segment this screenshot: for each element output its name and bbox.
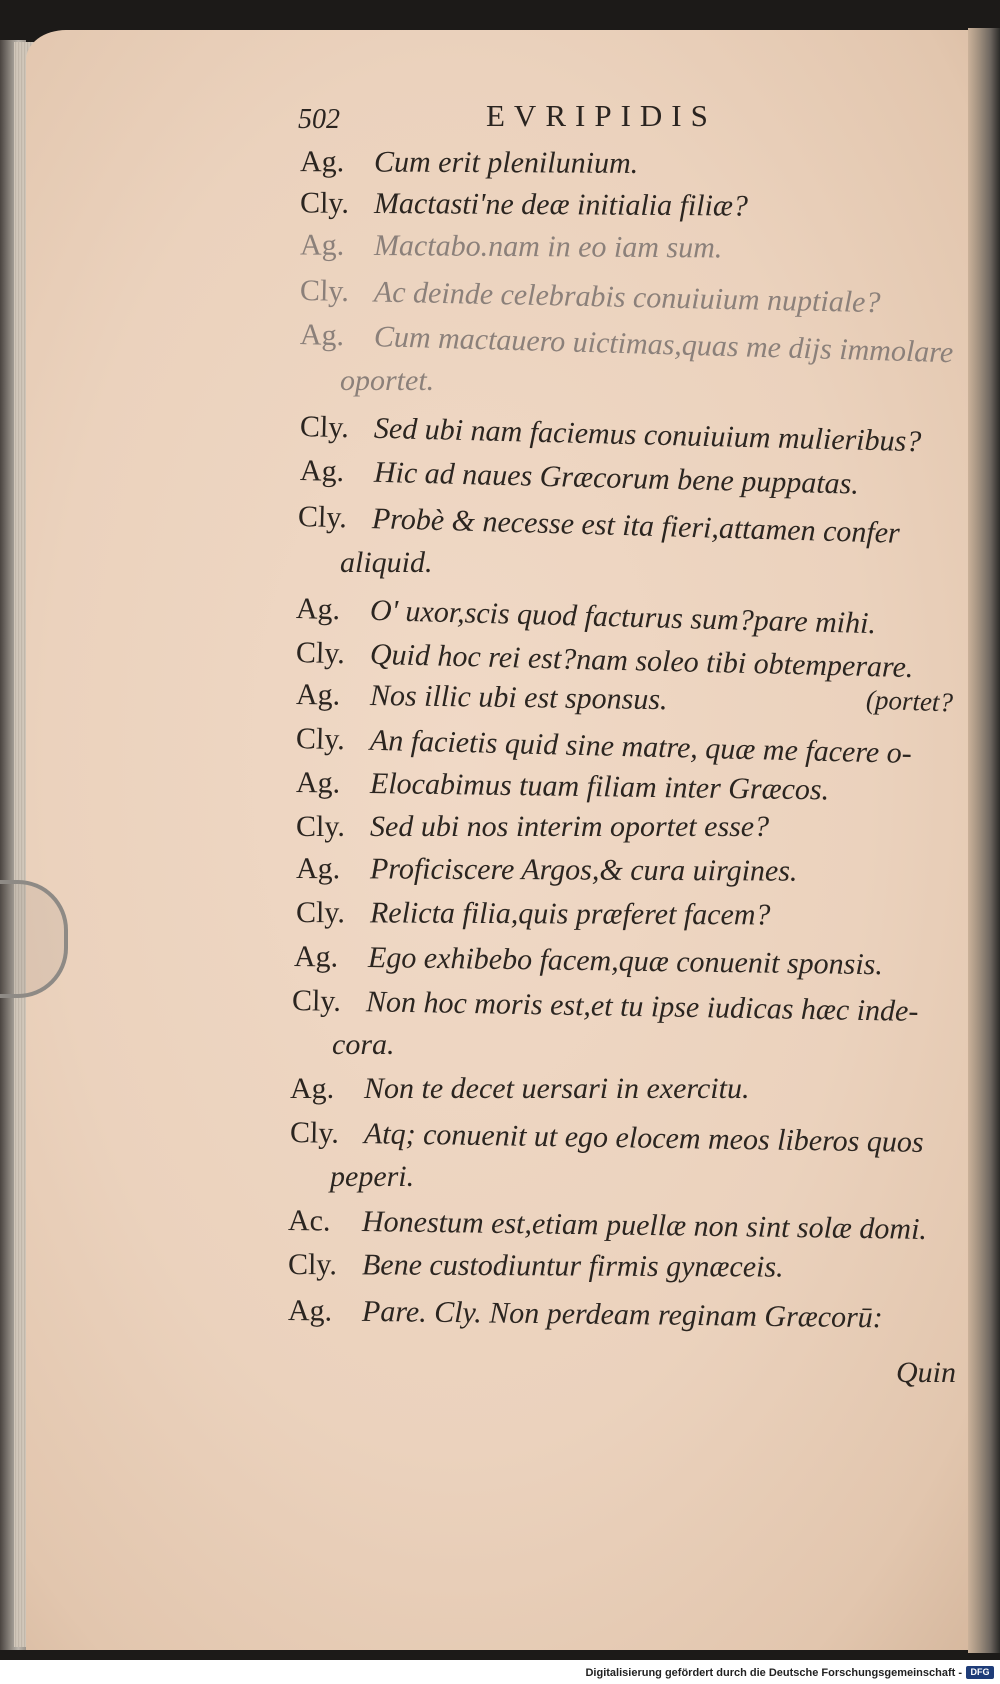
speaker-label: Ag. — [295, 678, 341, 712]
line-text: Sed ubi nam faciemus conuiuium mulieribus? — [373, 411, 922, 459]
speaker-label: Cly. — [299, 410, 350, 445]
line-text: Relicta filia,quis præferet facem? — [369, 896, 771, 932]
line-text: An facietis quid sine matre, quæ me facere o- — [369, 723, 913, 771]
speaker-label: Ag. — [295, 852, 341, 886]
text-line — [340, 366, 434, 396]
text-line — [296, 854, 798, 887]
text-line — [300, 456, 860, 500]
speaker-label: Ag. — [287, 1294, 333, 1328]
text-line — [288, 1206, 927, 1245]
speaker-label: Ac. — [287, 1204, 331, 1238]
line-text: Mactabo.nam in eo iam sum. — [373, 229, 723, 265]
text-line — [288, 1250, 784, 1283]
marginal-continuation: (portet? — [865, 684, 954, 718]
line-text: Elocabimus tuam filiam inter Græcos. — [369, 767, 830, 807]
text-line — [296, 812, 769, 842]
speaker-label: Cly. — [299, 186, 350, 220]
text-line — [296, 680, 668, 715]
speaker-label: Ag. — [290, 1072, 335, 1105]
line-text: Cum erit plenilunium. — [373, 145, 639, 180]
line-text: Ego exhibebo facem,quæ conuenit sponsis. — [367, 941, 884, 982]
line-text: Honestum est,etiam puellæ non sint solæ domi. — [361, 1205, 928, 1246]
speaker-label: Cly. — [295, 722, 346, 757]
dfg-logo-icon: DFG — [966, 1666, 994, 1679]
text-line — [290, 1118, 924, 1158]
footer-credit: Digitalisierung gefördert durch die Deutsche Forschungsgemeinschaft - — [585, 1667, 962, 1679]
text-line — [296, 594, 877, 639]
speaker-label: Cly. — [297, 500, 348, 535]
text-line — [300, 276, 881, 318]
speaker-label: Cly. — [296, 810, 345, 843]
line-text: cora. — [332, 1028, 395, 1061]
line-text: Probè & necesse est ita fieri,attamen confer — [371, 502, 901, 550]
text-line — [299, 228, 723, 265]
speaker-label: Ag. — [299, 454, 345, 489]
line-text: Non te decet uersari in exercitu. — [364, 1072, 750, 1105]
line-text: Cum mactauero uictimas,quas me dijs immolare — [373, 320, 954, 370]
line-text: Hic ad naues Græcorum bene puppatas. — [373, 455, 860, 501]
speaker-label: Cly. — [291, 984, 342, 1018]
line-text: O' uxor,scis quod facturus sum?pare mihi. — [369, 593, 877, 641]
line-text: Sed ubi nos interim oportet esse? — [370, 810, 770, 843]
text-line — [332, 1030, 395, 1060]
running-title: EVRIPIDIS — [486, 98, 717, 133]
line-text: Mactasti'ne deæ initialia filiæ? — [373, 186, 749, 223]
text-line — [300, 147, 638, 179]
line-text: Ac deinde celebrabis conuiuium nuptiale? — [373, 275, 881, 320]
speaker-label: Ag. — [299, 145, 345, 179]
text-line — [340, 548, 433, 578]
text-line — [290, 1074, 749, 1104]
text-line — [300, 188, 748, 221]
text-line — [296, 898, 771, 930]
speaker-label: Cly. — [295, 636, 346, 671]
page-number: 502 — [298, 104, 340, 135]
text-line — [296, 768, 830, 805]
text-line — [296, 638, 914, 683]
line-text: oportet. — [340, 364, 435, 397]
footer-bar — [0, 1662, 1000, 1684]
line-text: Pare. Cly. Non perdeam reginam Græcorū: — [361, 1294, 883, 1335]
line-text: peperi. — [330, 1160, 415, 1193]
line-text: aliquid. — [340, 546, 433, 579]
text-line — [298, 502, 901, 549]
speaker-label: Cly. — [289, 1116, 340, 1150]
line-text: Bene custodiuntur firmis gynæceis. — [361, 1248, 784, 1284]
text-line — [294, 942, 883, 980]
text-line — [330, 1162, 414, 1192]
catchword: Quin — [896, 1356, 956, 1389]
line-text: Atq; conuenit ut ego elocem meos liberos quos — [363, 1117, 924, 1159]
speaker-label: Ag. — [295, 766, 341, 800]
text-line — [288, 1296, 883, 1333]
text-line — [296, 724, 912, 769]
text-line — [292, 986, 919, 1027]
speaker-label: Cly. — [287, 1248, 337, 1282]
speaker-label: Ag. — [299, 228, 345, 262]
speaker-label: Ag. — [293, 940, 339, 974]
line-text: Non hoc moris est,et tu ipse iudicas hæc inde- — [365, 985, 919, 1028]
text-line — [300, 412, 922, 457]
speaker-label: Cly. — [295, 896, 345, 930]
speaker-label: Cly. — [299, 274, 350, 309]
line-text: Nos illic ubi est sponsus. — [369, 679, 668, 717]
speaker-label: Ag. — [299, 318, 345, 353]
line-text: Quid hoc rei est?nam soleo tibi obtemperare. — [369, 637, 914, 685]
line-text: Proficiscere Argos,& cura uirgines. — [369, 852, 798, 888]
speaker-label: Ag. — [295, 592, 341, 627]
text-line — [300, 320, 954, 368]
